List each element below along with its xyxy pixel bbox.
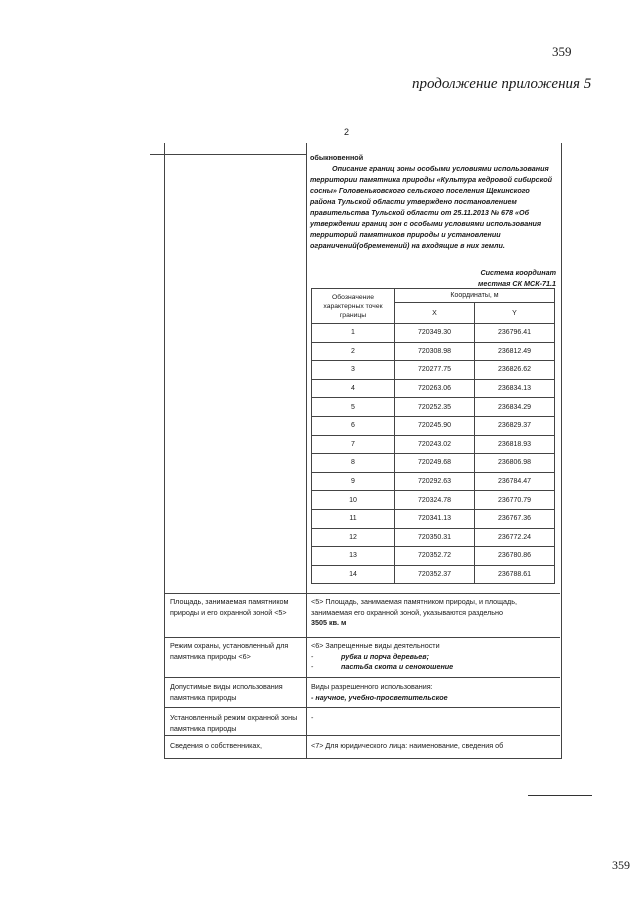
row-divider bbox=[164, 707, 560, 708]
coord-y: 236812.49 bbox=[475, 342, 555, 361]
owners-value: <7> Для юридического лица: наименование, сведения об bbox=[311, 741, 504, 750]
coord-row bbox=[312, 435, 555, 454]
coord-row bbox=[312, 472, 555, 491]
allowed-value-text: Виды разрешенного использования: bbox=[311, 682, 433, 691]
header-point: Обозначение характерных точек границы bbox=[312, 289, 395, 324]
allowed-label: Допустимые виды использования памятника природы bbox=[170, 682, 283, 702]
coord-x: 720308.98 bbox=[395, 342, 475, 361]
coord-y: 236834.13 bbox=[475, 379, 555, 398]
coord-x: 720350.31 bbox=[395, 528, 475, 547]
coord-point: 11 bbox=[312, 509, 395, 528]
coord-row bbox=[312, 416, 555, 435]
table-column-divider bbox=[306, 143, 307, 758]
coord-x: 720349.30 bbox=[395, 324, 475, 343]
coord-point: 14 bbox=[312, 565, 395, 584]
page-number-top: 359 bbox=[552, 44, 572, 59]
inner-page-number: 2 bbox=[344, 127, 350, 137]
row-divider bbox=[164, 677, 560, 678]
coord-point: 13 bbox=[312, 547, 395, 566]
coord-y: 236829.37 bbox=[475, 416, 555, 435]
coord-point: 6 bbox=[312, 416, 395, 435]
coord-x: 720245.90 bbox=[395, 416, 475, 435]
coord-x: 720324.78 bbox=[395, 491, 475, 510]
header-coords: Координаты, м bbox=[395, 289, 555, 303]
regime-item-dash: - bbox=[311, 662, 314, 671]
coord-y: 236780.86 bbox=[475, 547, 555, 566]
coord-x: 720277.75 bbox=[395, 361, 475, 380]
coord-row bbox=[312, 324, 555, 343]
row-divider bbox=[164, 735, 560, 736]
coord-y: 236806.98 bbox=[475, 454, 555, 473]
regime-value bbox=[311, 641, 556, 673]
regime-item bbox=[311, 662, 556, 673]
coord-row bbox=[312, 454, 555, 473]
coord-row bbox=[312, 565, 555, 584]
coord-point: 1 bbox=[312, 324, 395, 343]
coord-x: 720263.06 bbox=[395, 379, 475, 398]
area-value-amount: 3505 кв. м bbox=[311, 618, 347, 627]
regime-value-text: <6> Запрещенные виды деятельности bbox=[311, 641, 440, 650]
header-x: X bbox=[395, 303, 475, 324]
coord-x: 720341.13 bbox=[395, 509, 475, 528]
regime-item-text: рубка и порча деревьев; bbox=[341, 651, 430, 661]
allowed-value bbox=[311, 682, 556, 703]
description-first-word: обыкновенной bbox=[310, 153, 364, 162]
coord-y: 236818.93 bbox=[475, 435, 555, 454]
coord-y: 236770.79 bbox=[475, 491, 555, 510]
coordinate-system-line2: местная СК МСК-71.1 bbox=[478, 279, 556, 288]
coord-point: 5 bbox=[312, 398, 395, 417]
header-y: Y bbox=[475, 303, 555, 324]
area-label: Площадь, занимаемая памятником природы и его охранной зоной <5> bbox=[170, 597, 289, 617]
coord-row bbox=[312, 398, 555, 417]
coord-row bbox=[312, 528, 555, 547]
coord-point: 4 bbox=[312, 379, 395, 398]
buffer-label: Установленный режим охранной зоны памятника природы bbox=[170, 713, 298, 733]
coord-row bbox=[312, 361, 555, 380]
coord-y: 236772.24 bbox=[475, 528, 555, 547]
coord-point: 9 bbox=[312, 472, 395, 491]
area-value-text: <5> Площадь, занимаемая памятником природы, и площадь, занимаемая его охранной зоной, указываются раздельно bbox=[311, 597, 517, 617]
coord-x: 720352.72 bbox=[395, 547, 475, 566]
row-divider bbox=[164, 637, 560, 638]
boundary-description bbox=[310, 152, 555, 251]
coord-x: 720243.02 bbox=[395, 435, 475, 454]
coord-y: 236788.61 bbox=[475, 565, 555, 584]
coord-x: 720249.68 bbox=[395, 454, 475, 473]
footnote-separator bbox=[528, 795, 592, 796]
coord-y: 236767.36 bbox=[475, 509, 555, 528]
coord-point: 8 bbox=[312, 454, 395, 473]
coord-row bbox=[312, 491, 555, 510]
coord-y: 236834.29 bbox=[475, 398, 555, 417]
owners-label: Сведения о собственниках, bbox=[170, 741, 262, 750]
allowed-value-item: - научное, учебно-просветительское bbox=[311, 692, 448, 702]
coord-y: 236784.47 bbox=[475, 472, 555, 491]
regime-item-text: пастьба скота и сенокошение bbox=[341, 662, 454, 671]
coord-point: 7 bbox=[312, 435, 395, 454]
coord-point: 10 bbox=[312, 491, 395, 510]
appendix-note: продолжение приложения 5 bbox=[412, 76, 592, 92]
coordinates-table bbox=[311, 288, 555, 584]
coord-x: 720252.35 bbox=[395, 398, 475, 417]
coord-row bbox=[312, 509, 555, 528]
regime-label: Режим охраны, установленный для памятника природы <6> bbox=[170, 641, 289, 661]
coord-point: 3 bbox=[312, 361, 395, 380]
regime-item-dash: - bbox=[311, 651, 314, 661]
area-value bbox=[311, 597, 556, 629]
coord-row bbox=[312, 547, 555, 566]
coord-y: 236796.41 bbox=[475, 324, 555, 343]
coord-x: 720292.63 bbox=[395, 472, 475, 491]
row-divider bbox=[164, 593, 560, 594]
page-number-bottom: 359 bbox=[612, 858, 630, 872]
regime-item bbox=[311, 652, 556, 663]
coord-point: 12 bbox=[312, 528, 395, 547]
coord-y: 236826.62 bbox=[475, 361, 555, 380]
coord-row bbox=[312, 342, 555, 361]
coord-point: 2 bbox=[312, 342, 395, 361]
coord-x: 720352.37 bbox=[395, 565, 475, 584]
coordinate-system-line1: Система координат bbox=[480, 268, 556, 277]
description-body: Описание границ зоны особыми условиями использования территории памятника природы «Культура кедровой сибирской сосны» Головеньковского сельского поселения Щекинского района Тульской области утверждено постановлением правительства Тульской области от 25.11.2013 № 678 «Об утверждении границ зон с особыми условиями использования территорий памятников природы и установлении ограничений(обременений) на входящие в них земли. bbox=[310, 164, 553, 250]
coordinate-system bbox=[400, 267, 556, 289]
buffer-value: - bbox=[311, 713, 314, 722]
coord-row bbox=[312, 379, 555, 398]
